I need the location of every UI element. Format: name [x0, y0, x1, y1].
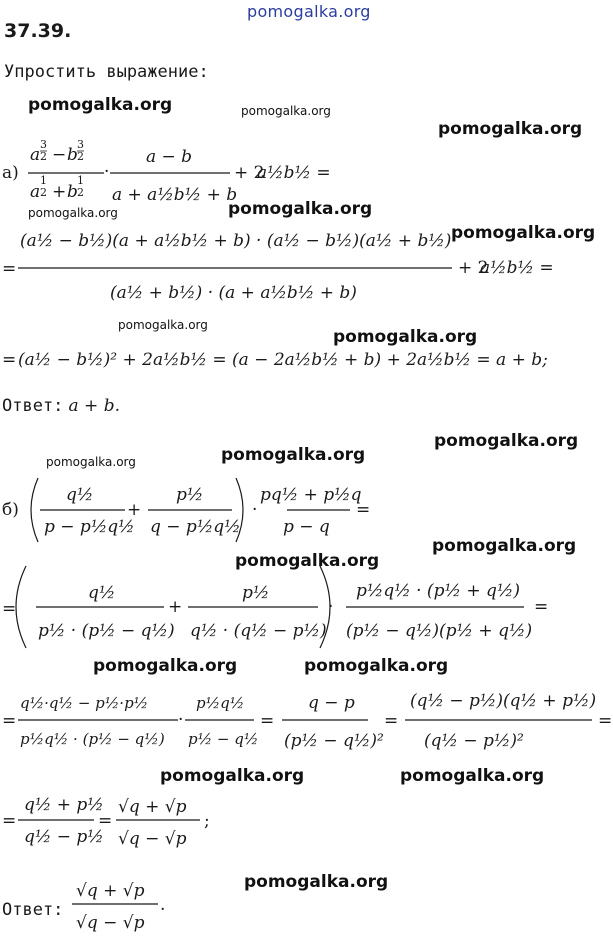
svg-text:=: = — [356, 500, 371, 520]
svg-text:=: = — [384, 711, 399, 731]
svg-text:q½ + p½: q½ + p½ — [24, 795, 104, 815]
svg-text:−: − — [52, 145, 67, 165]
svg-text:=: = — [598, 711, 613, 731]
svg-text:a: a — [30, 182, 41, 202]
svg-text:=: = — [534, 597, 549, 617]
svg-text:q½: q½ — [88, 583, 116, 603]
svg-text:·: · — [328, 597, 334, 617]
svg-text:.: . — [160, 895, 166, 915]
svg-text:1: 1 — [40, 174, 47, 187]
svg-text:+: + — [168, 597, 183, 617]
answer-a-value: a + b. — [68, 396, 120, 416]
svg-text:p − q: p − q — [283, 517, 330, 537]
svg-text:p½: p½ — [176, 485, 204, 505]
svg-text:pq½ + p½q: pq½ + p½q — [260, 485, 362, 505]
svg-text:√q + √p: √q + √p — [118, 797, 187, 817]
watermark: pomogalka.org — [118, 318, 208, 332]
watermark: pomogalka.org — [241, 104, 331, 118]
svg-text:2: 2 — [40, 150, 47, 163]
watermark: pomogalka.org — [333, 327, 478, 347]
svg-text:·: · — [104, 162, 110, 182]
svg-text:(p½ − q½)(p½ + q½): (p½ − q½)(p½ + q½) — [346, 621, 533, 641]
svg-text:p½ · (p½ − q½): p½ · (p½ − q½) — [38, 621, 175, 641]
svg-text:=: = — [260, 711, 275, 731]
svg-text:q½: q½ — [66, 485, 94, 505]
svg-text:2: 2 — [77, 150, 84, 163]
svg-text:(p½ − q½)²: (p½ − q½)² — [284, 731, 384, 751]
svg-text:·: · — [252, 500, 258, 520]
watermark: pomogalka.org — [451, 223, 596, 243]
svg-text:(q½ − p½)²: (q½ − p½)² — [424, 731, 524, 751]
watermark: pomogalka.org — [46, 455, 136, 469]
svg-text:q − p: q − p — [308, 693, 355, 713]
svg-text:3: 3 — [77, 138, 84, 151]
watermark: pomogalka.org — [304, 656, 449, 676]
watermark: pomogalka.org — [244, 872, 389, 892]
svg-text:·: · — [178, 710, 184, 730]
watermark: pomogalka.org — [228, 199, 373, 219]
svg-text:(a½ − b½)² + 2a½b½ = (a − 2a½b: (a½ − b½)² + 2a½b½ = (a − 2a½b½ + b) + 2a½b½ = a + b; — [18, 350, 548, 370]
svg-text:q½ · (q½ − p½): q½ · (q½ − p½) — [190, 621, 327, 641]
svg-text:=: = — [98, 811, 113, 831]
svg-text:+: + — [127, 500, 142, 520]
svg-text:√q − √p: √q − √p — [76, 913, 145, 933]
svg-text:=: = — [2, 711, 17, 731]
watermark: pomogalka.org — [160, 766, 305, 786]
svg-text:p½ − q½: p½ − q½ — [188, 730, 259, 748]
instruction: Упростить выражение: — [4, 62, 209, 82]
answer-b-label: Ответ: — [2, 900, 64, 920]
svg-text:=: = — [2, 811, 17, 831]
svg-text:a½b½ =: a½b½ = — [257, 163, 331, 183]
svg-text:q½ − p½: q½ − p½ — [24, 827, 104, 847]
watermark-top: pomogalka.org — [247, 2, 371, 21]
svg-text:(a½ − b½)(a + a½b½ + b) · (a½: (a½ − b½)(a + a½b½ + b) · (a½ − b½)(a½ + b½) — [20, 231, 452, 251]
watermark: pomogalka.org — [221, 445, 366, 465]
watermark: pomogalka.org — [434, 431, 579, 451]
watermark: pomogalka.org — [432, 536, 577, 556]
svg-text:;: ; — [204, 811, 210, 831]
svg-text:q½·q½ − p½·p½: q½·q½ − p½·p½ — [20, 694, 149, 712]
watermark: pomogalka.org — [400, 766, 545, 786]
svg-text:p½: p½ — [242, 583, 270, 603]
svg-text:p½q½ · (p½ − q½): p½q½ · (p½ − q½) — [20, 730, 165, 748]
svg-text:(a½ + b½) · (a + a½b½ + b): (a½ + b½) · (a + a½b½ + b) — [110, 283, 357, 303]
problem-number: 37.39. — [4, 20, 72, 42]
svg-text:a + a½b½ + b: a + a½b½ + b — [112, 185, 238, 205]
svg-text:(q½ − p½)(q½ + p½): (q½ − p½)(q½ + p½) — [410, 691, 597, 711]
svg-text:a − b: a − b — [146, 147, 193, 167]
svg-text:+: + — [52, 182, 67, 202]
svg-text:1: 1 — [77, 174, 84, 187]
answer-label: Ответ: — [2, 396, 64, 416]
watermark: pomogalka.org — [93, 656, 238, 676]
watermark: pomogalka.org — [28, 95, 173, 115]
part-a-label: а) — [2, 163, 19, 183]
svg-text:p½q½ · (p½ + q½): p½q½ · (p½ + q½) — [356, 581, 520, 601]
svg-text:+ 2: + 2 — [458, 258, 489, 278]
svg-text:=: = — [2, 599, 17, 619]
svg-text:√q − √p: √q − √p — [118, 829, 187, 849]
svg-text:2: 2 — [77, 186, 84, 199]
watermark: pomogalka.org — [235, 551, 380, 571]
watermark: pomogalka.org — [28, 206, 118, 220]
svg-text:q − p½q½: q − p½q½ — [150, 517, 241, 537]
svg-text:b: b — [67, 182, 78, 202]
part-b-label: б) — [2, 500, 19, 520]
svg-text:3: 3 — [40, 138, 47, 151]
svg-text:a: a — [30, 145, 41, 165]
svg-text:+ 2: + 2 — [234, 163, 265, 183]
svg-text:a½b½ =: a½b½ = — [480, 258, 554, 278]
svg-text:√q + √p: √q + √p — [76, 881, 145, 901]
svg-text:p½q½: p½q½ — [196, 694, 245, 712]
svg-text:p − p½q½: p − p½q½ — [44, 517, 135, 537]
svg-text:=: = — [2, 350, 17, 370]
watermark: pomogalka.org — [438, 119, 583, 139]
svg-text:b: b — [67, 145, 78, 165]
svg-text:2: 2 — [40, 186, 47, 199]
svg-text:=: = — [2, 259, 17, 279]
